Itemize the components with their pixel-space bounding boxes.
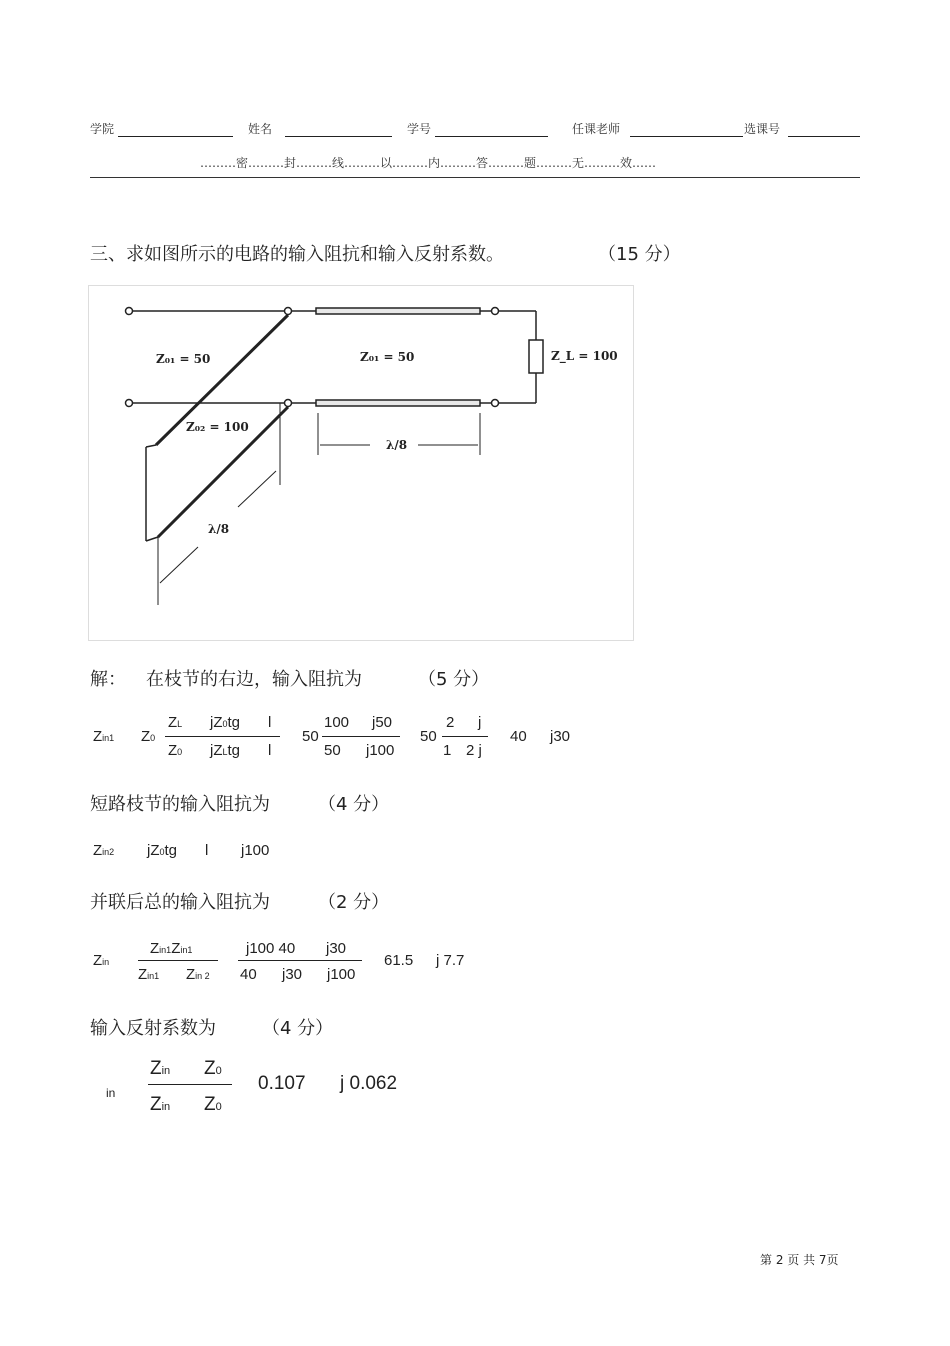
page-number: 第 2 页 共 7页 [760, 1253, 839, 1267]
label-z02: Z₀₂ = 100 [186, 420, 249, 434]
solution-intro: 解： [90, 669, 126, 690]
tline-bottom [316, 400, 480, 406]
step1-text: 在枝节的右边，输入阻抗为 [146, 669, 362, 690]
label-z01-right: Z₀₁ = 50 [360, 350, 415, 364]
course-id-blank [788, 136, 860, 137]
label-lambda-right: λ/8 [386, 438, 408, 452]
load-resistor [529, 340, 543, 373]
terminal-bottom-left [126, 400, 133, 407]
name-label: 姓名 [248, 122, 273, 136]
terminal-bottom-mid [285, 400, 292, 407]
step2-text: 短路枝节的输入阻抗为 [90, 794, 270, 815]
figure-frame [89, 286, 634, 641]
student-id-label: 学号 [407, 122, 432, 136]
student-id-blank [435, 136, 548, 137]
terminal-top-mid [285, 308, 292, 315]
tline-top [316, 308, 480, 314]
college-label: 学院 [90, 122, 115, 136]
step3-score: （2 分） [318, 892, 390, 913]
label-zl: Z_L = 100 [551, 349, 618, 363]
step3-text: 并联后总的输入阻抗为 [90, 892, 270, 913]
terminal-top-right [492, 308, 499, 315]
step2-score: （4 分） [318, 794, 390, 815]
question-title: 三、求如图所示的电路的输入阻抗和输入反射系数。 [90, 244, 504, 265]
name-blank [285, 136, 392, 137]
circuit-figure [88, 285, 634, 641]
step4-score: （4 分） [262, 1018, 334, 1039]
terminal-bottom-right [492, 400, 499, 407]
step1-score: （5 分） [418, 669, 490, 690]
terminal-top-left [126, 308, 133, 315]
seal-line-text: ………密………封………线………以………内………答………题………无………效…… [200, 156, 657, 170]
teacher-blank [630, 136, 743, 137]
step4-text: 输入反射系数为 [90, 1018, 216, 1039]
label-lambda-stub: λ/8 [208, 522, 230, 536]
question-score: （15 分） [598, 244, 681, 265]
header-rule [90, 177, 860, 178]
college-blank [118, 136, 233, 137]
course-id-label: 选课号 [744, 122, 781, 136]
teacher-label: 任课老师 [572, 122, 621, 136]
label-z01-left: Z₀₁ = 50 [156, 352, 211, 366]
